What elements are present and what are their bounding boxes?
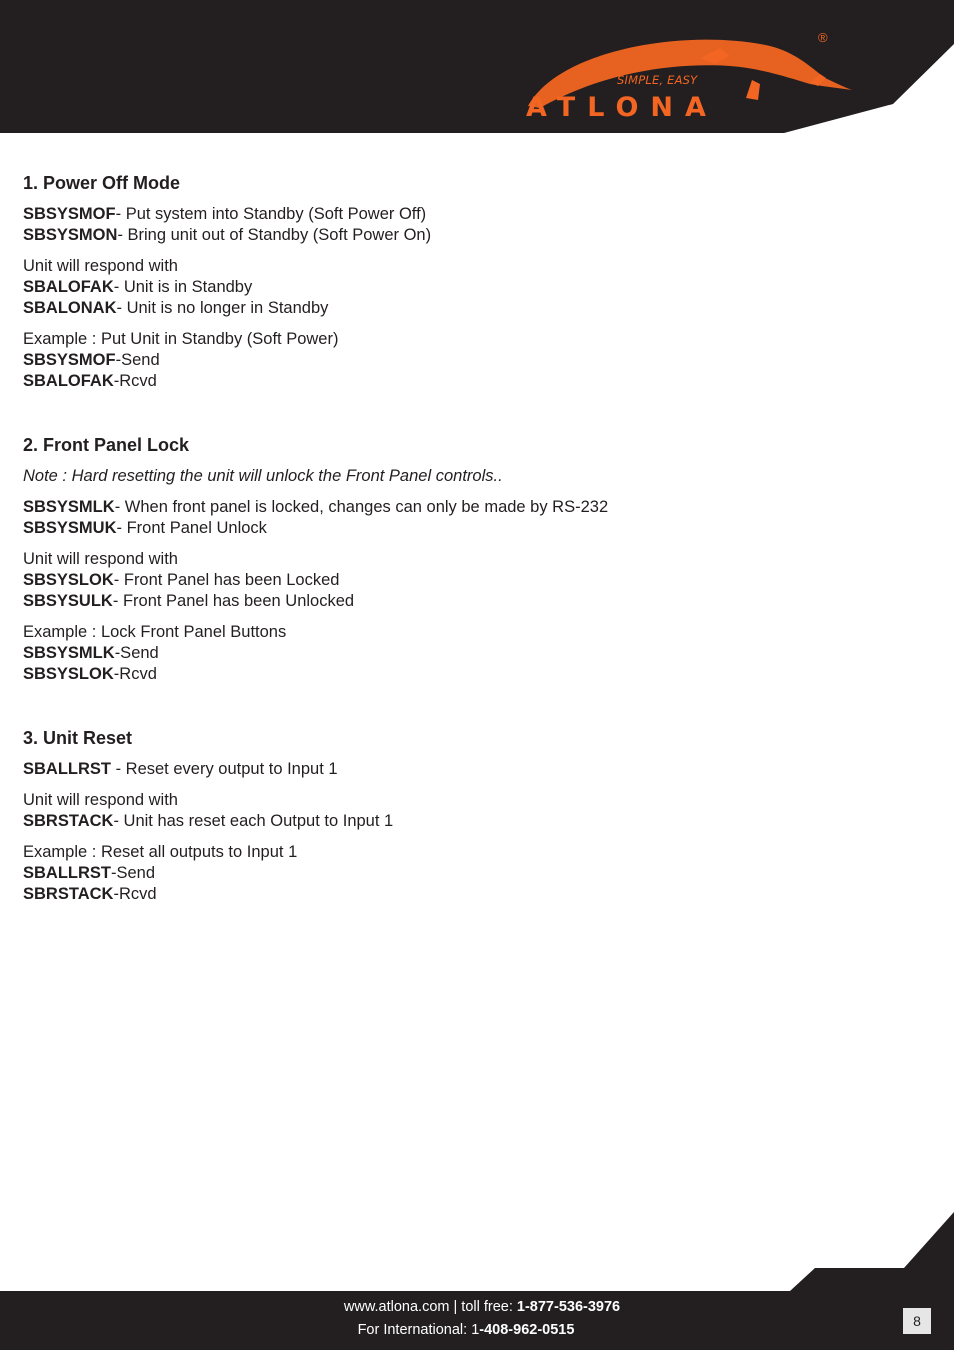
paragraph-block (23, 549, 923, 612)
command-code: SBSYSMUK (23, 519, 117, 537)
text-line (23, 643, 923, 664)
text-line (23, 622, 923, 643)
description-text: -Rcvd (113, 372, 157, 390)
text-line (23, 298, 923, 319)
text-line (23, 350, 923, 371)
text-line (23, 664, 923, 685)
paragraph-block (23, 329, 923, 392)
description-text: Unit will respond with (23, 791, 178, 809)
atlona-logo (520, 28, 860, 124)
description-text: - Front Panel Unlock (116, 519, 267, 537)
command-code: SBALOFAK (23, 278, 114, 296)
text-line (23, 204, 923, 225)
paragraph-block (23, 256, 923, 319)
text-line (23, 570, 923, 591)
description-text: - When front panel is locked, changes can only be made by RS-232 (114, 498, 609, 516)
brand-wordmark: ATLONA (526, 92, 718, 123)
description-text: - Unit is no longer in Standby (116, 299, 329, 317)
text-line (23, 811, 923, 832)
text-line (23, 884, 923, 905)
paragraph-block (23, 204, 923, 246)
command-code: SBSYSMOF (23, 205, 116, 223)
command-code: SBSYSLOK (23, 571, 114, 589)
footer-international-line (0, 1322, 932, 1338)
section (23, 172, 923, 392)
text-line (23, 225, 923, 246)
page-header (0, 0, 954, 133)
footer-website-label: www.atlona.com | toll free: (343, 1299, 517, 1315)
paragraph-block (23, 842, 923, 905)
document-body (23, 172, 923, 947)
section-title: 2. Front Panel Lock (23, 435, 190, 455)
text-line (23, 842, 923, 863)
page-footer (0, 1208, 954, 1350)
international-label: For International: 1 (357, 1322, 480, 1338)
description-text: -Rcvd (113, 885, 157, 903)
description-text: - Front Panel has been Unlocked (112, 592, 355, 610)
command-code: SBALOFAK (23, 372, 114, 390)
text-line (23, 518, 923, 539)
paragraph-block (23, 759, 923, 780)
command-code: SBALLRST (23, 760, 111, 778)
tagline: SIMPLE, EASY (617, 73, 698, 87)
section (23, 727, 923, 905)
international-number: -408-962-0515 (479, 1322, 575, 1338)
paragraph-block (23, 497, 923, 539)
section-title: 3. Unit Reset (23, 728, 133, 748)
command-code: SBSYSMLK (23, 498, 115, 516)
registered-mark: ® (818, 30, 828, 45)
text-line (23, 277, 923, 298)
text-line (23, 549, 923, 570)
command-code: SBSYSMON (23, 226, 118, 244)
description-text: -Send (111, 864, 156, 882)
section (23, 434, 923, 685)
description-text: - Unit has reset each Output to Input 1 (113, 812, 394, 830)
footer-contact-line (0, 1299, 954, 1315)
toll-free-number: 1-877-536-3976 (516, 1299, 621, 1315)
description-text: -Rcvd (113, 665, 157, 683)
text-line (23, 759, 923, 780)
description-text: Example : Lock Front Panel Buttons (23, 623, 287, 641)
command-code: SBRSTACK (23, 885, 114, 903)
description-text: -Send (114, 644, 159, 662)
description-text: - Put system into Standby (Soft Power Off) (115, 205, 427, 223)
description-text: Unit will respond with (23, 550, 178, 568)
command-code: SBSYSLOK (23, 665, 114, 683)
command-code: SBSYSULK (23, 592, 113, 610)
paragraph-block (23, 790, 923, 832)
text-line (23, 329, 923, 350)
command-code: SBSYSMOF (23, 351, 116, 369)
text-line (23, 591, 923, 612)
description-text: Example : Reset all outputs to Input 1 (23, 843, 298, 861)
description-text: Unit will respond with (23, 257, 178, 275)
command-code: SBALONAK (23, 299, 117, 317)
text-line (23, 466, 923, 487)
paragraph-block (23, 622, 923, 685)
page-number: 8 (903, 1308, 931, 1334)
description-text: -Send (115, 351, 160, 369)
description-text: - Front Panel has been Locked (113, 571, 340, 589)
description-text: Example : Put Unit in Standby (Soft Power) (23, 330, 339, 348)
text-line (23, 497, 923, 518)
text-line (23, 371, 923, 392)
description-text: - Bring unit out of Standby (Soft Power On) (117, 226, 432, 244)
command-code: SBALLRST (23, 864, 111, 882)
section-title: 1. Power Off Mode (23, 173, 181, 193)
text-line (23, 256, 923, 277)
description-text: - Unit is in Standby (113, 278, 253, 296)
command-code: SBRSTACK (23, 812, 114, 830)
command-code: SBSYSMLK (23, 644, 115, 662)
text-line (23, 863, 923, 884)
text-line (23, 790, 923, 811)
paragraph-block (23, 466, 923, 487)
description-text: - Reset every output to Input 1 (111, 760, 338, 778)
note-text: Note : Hard resetting the unit will unlock the Front Panel controls.. (23, 467, 503, 485)
